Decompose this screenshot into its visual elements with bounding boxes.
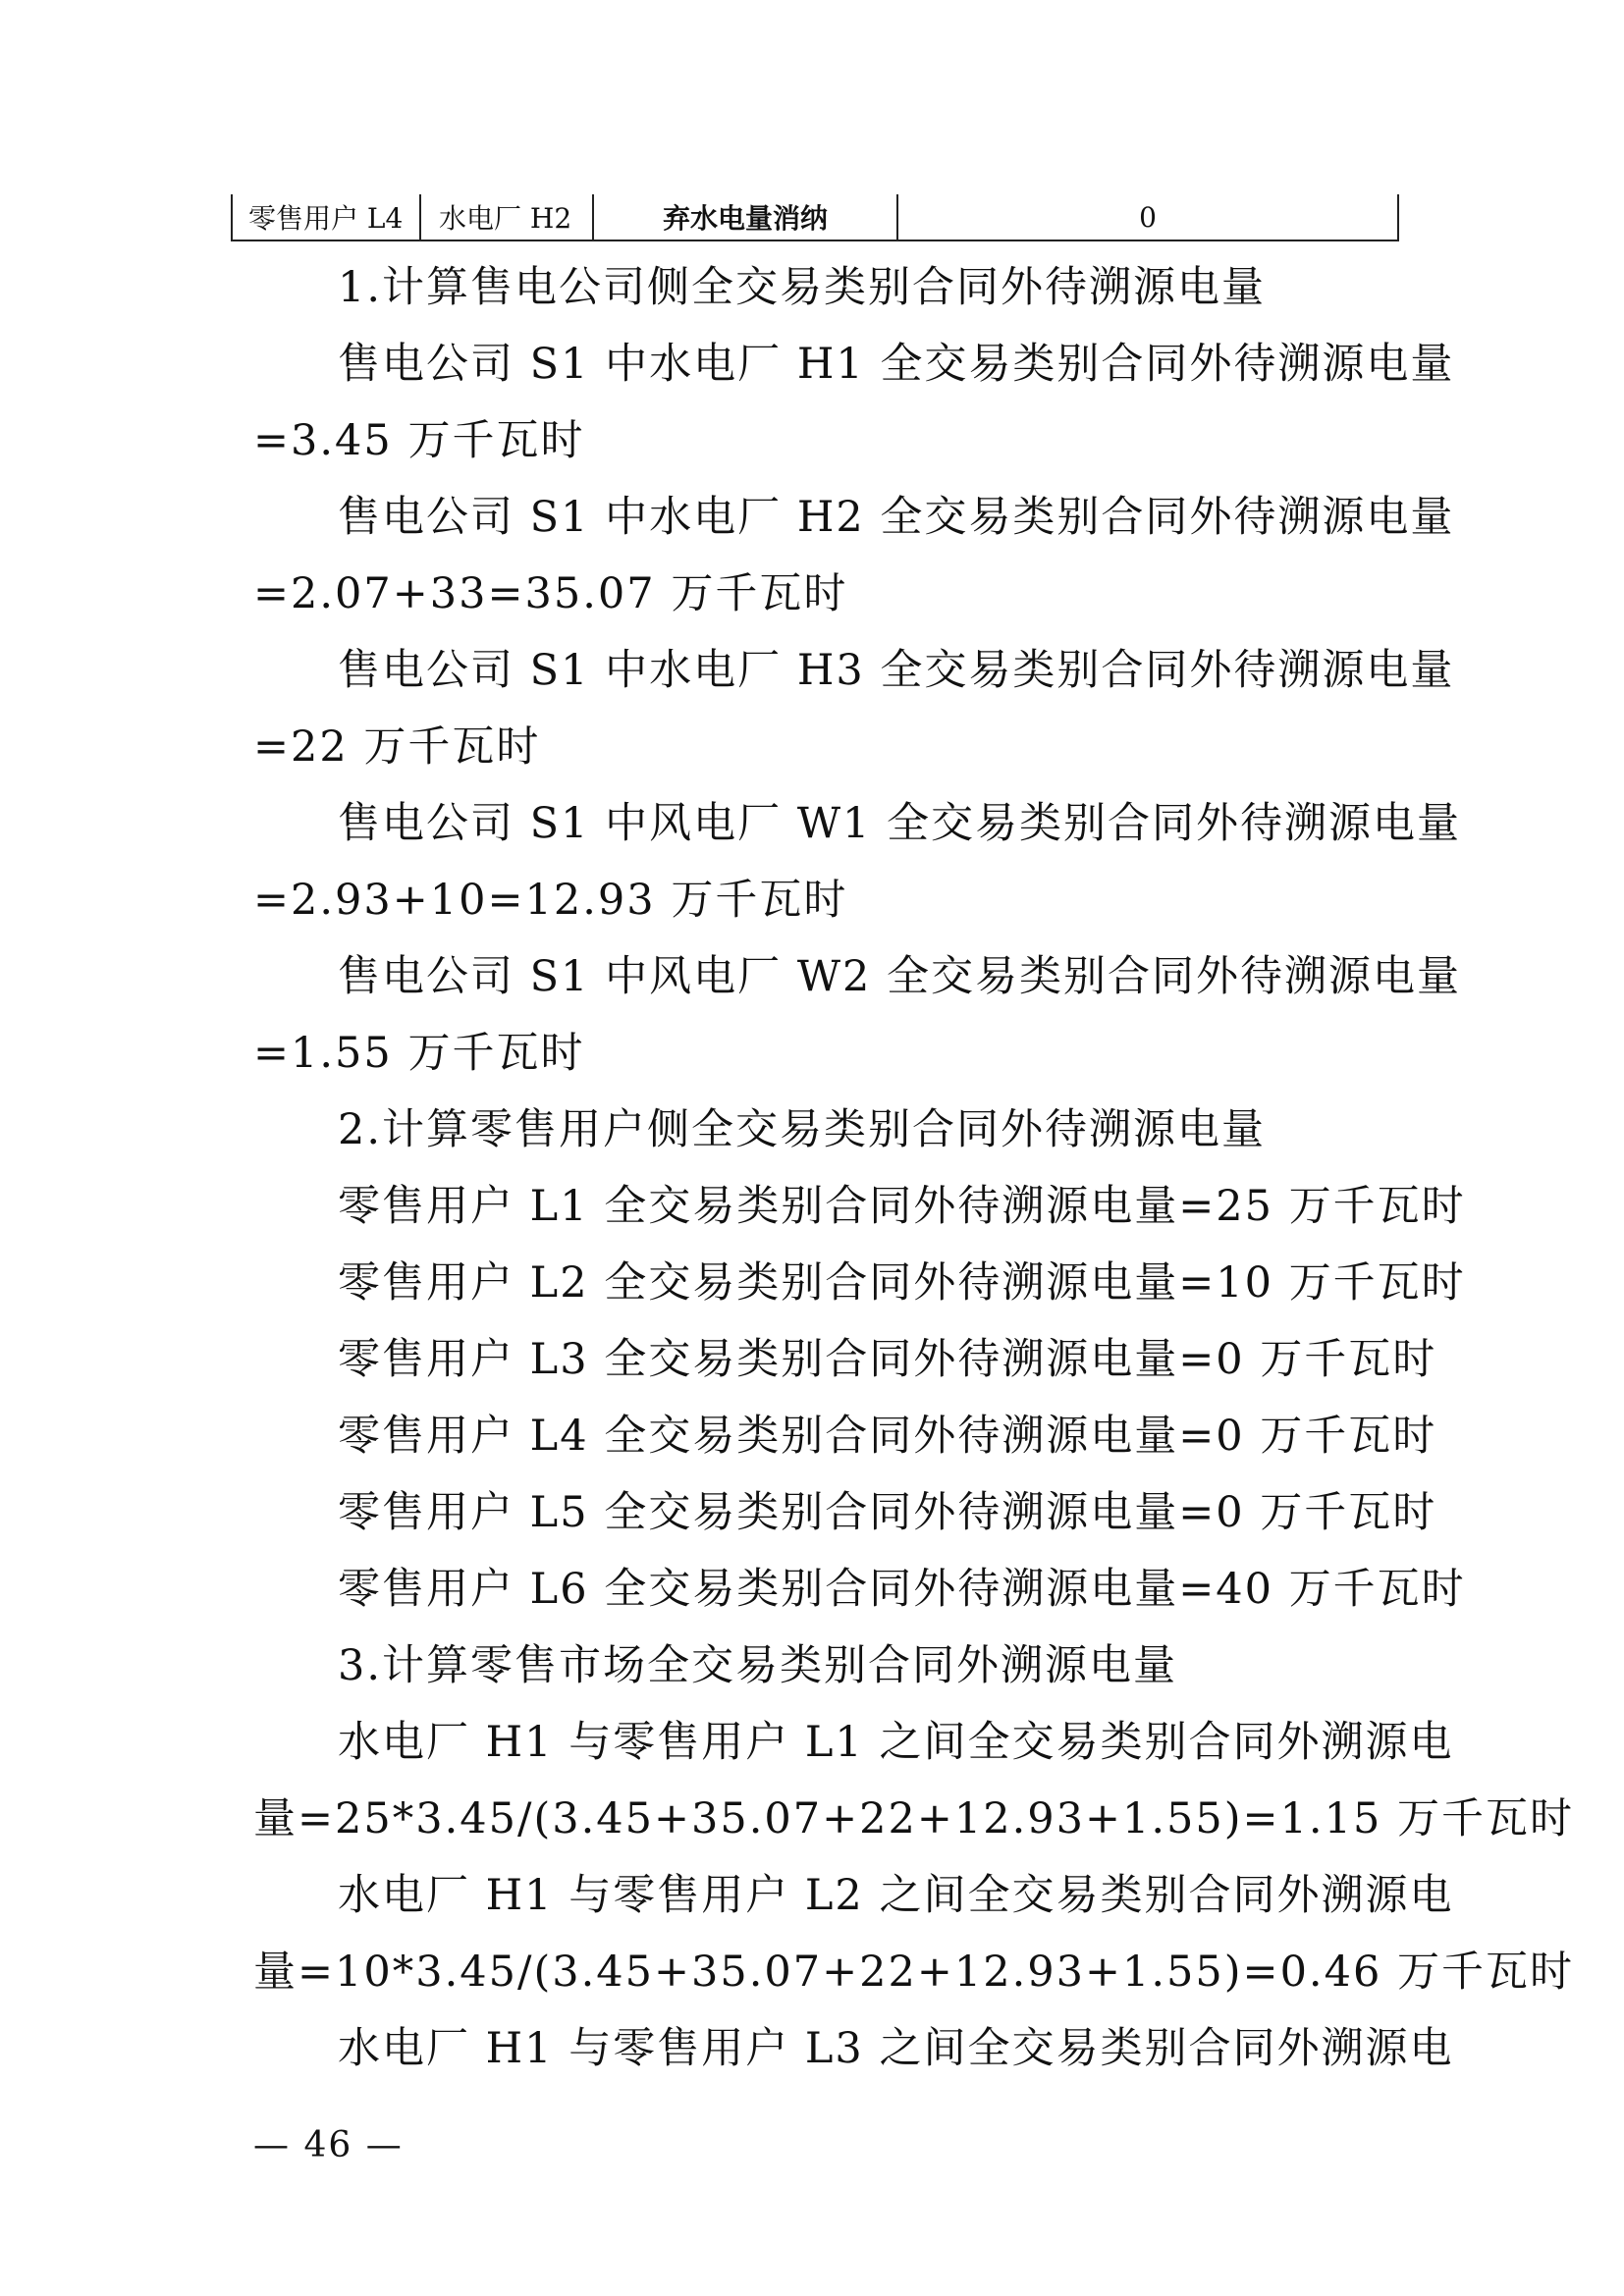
table-cell-user: 零售用户 L4 — [233, 194, 421, 240]
paragraph-line: 水电厂 H1 与零售用户 L2 之间全交易类别合同外溯源电 — [338, 1871, 1454, 1920]
paragraph-line: 零售用户 L5 全交易类别合同外待溯源电量=0 万千瓦时 — [338, 1488, 1437, 1537]
paragraph-line: 水电厂 H1 与零售用户 L3 之间全交易类别合同外溯源电 — [338, 2024, 1454, 2073]
paragraph-line: 零售用户 L3 全交易类别合同外待溯源电量=0 万千瓦时 — [338, 1335, 1437, 1384]
paragraph-line: 水电厂 H1 与零售用户 L1 之间全交易类别合同外溯源电 — [338, 1718, 1454, 1767]
paragraph-line: 售电公司 S1 中水电厂 H1 全交易类别合同外待溯源电量 — [338, 340, 1455, 389]
table-row-fragment — [231, 194, 1399, 241]
paragraph-line: =3.45 万千瓦时 — [253, 416, 585, 465]
document-body — [253, 249, 1574, 2087]
paragraph-line: 售电公司 S1 中风电厂 W2 全交易类别合同外待溯源电量 — [338, 952, 1462, 1001]
paragraph-line: =1.55 万千瓦时 — [253, 1029, 585, 1078]
paragraph-line: 零售用户 L4 全交易类别合同外待溯源电量=0 万千瓦时 — [338, 1412, 1437, 1461]
paragraph-line: 量=25*3.45/(3.45+35.07+22+12.93+1.55)=1.15 万千瓦时 — [253, 1794, 1574, 1843]
table-cell-category: 弃水电量消纳 — [594, 194, 898, 240]
section-heading: 2.计算零售用户侧全交易类别合同外待溯源电量 — [338, 1105, 1267, 1154]
paragraph-line: 售电公司 S1 中风电厂 W1 全交易类别合同外待溯源电量 — [338, 799, 1462, 848]
paragraph-line: 零售用户 L2 全交易类别合同外待溯源电量=10 万千瓦时 — [338, 1258, 1466, 1308]
table-cell-value: 0 — [1139, 200, 1157, 234]
paragraph-line: 量=10*3.45/(3.45+35.07+22+12.93+1.55)=0.46 万千瓦时 — [253, 1948, 1574, 1997]
paragraph-line: 售电公司 S1 中水电厂 H3 全交易类别合同外待溯源电量 — [338, 646, 1455, 695]
paragraph-line: =22 万千瓦时 — [253, 722, 541, 772]
paragraph-line: 零售用户 L1 全交易类别合同外待溯源电量=25 万千瓦时 — [338, 1182, 1466, 1231]
table-cell-plant: 水电厂 H2 — [421, 194, 594, 240]
section-heading: 3.计算零售市场全交易类别合同外溯源电量 — [338, 1641, 1178, 1690]
paragraph-line: 零售用户 L6 全交易类别合同外待溯源电量=40 万千瓦时 — [338, 1565, 1466, 1614]
section-heading: 1.计算售电公司侧全交易类别合同外待溯源电量 — [338, 263, 1267, 312]
paragraph-line: =2.93+10=12.93 万千瓦时 — [253, 876, 848, 925]
page-number: — 46 — — [253, 2125, 404, 2165]
paragraph-line: 售电公司 S1 中水电厂 H2 全交易类别合同外待溯源电量 — [338, 493, 1455, 542]
paragraph-line: =2.07+33=35.07 万千瓦时 — [253, 569, 848, 618]
